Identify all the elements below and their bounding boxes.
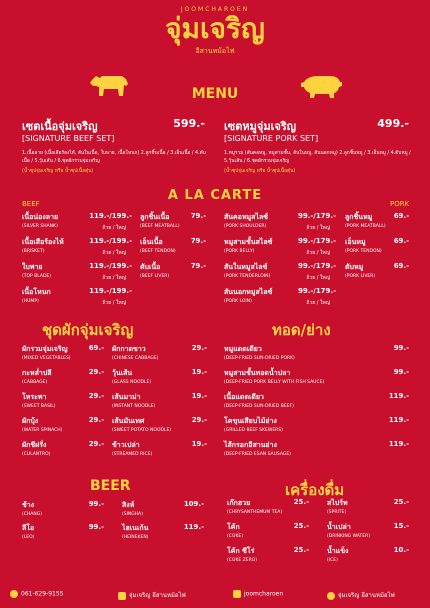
- item-name-th: ผักบุ้ง: [22, 417, 39, 425]
- menu-item-row: [22, 344, 104, 366]
- item-price: 99.-: [393, 368, 409, 376]
- item-price: 119.-: [183, 523, 204, 531]
- item-name-en: (LEO): [22, 535, 35, 540]
- item-name-en: (BEEF TENDON): [140, 249, 176, 254]
- item-name-th: ลูกชิ้นหมู: [345, 213, 373, 221]
- item-price: 119.-/199.-: [89, 237, 132, 245]
- item-name-th: น้ำเปล่า: [327, 523, 351, 531]
- menu-item-row: [22, 212, 132, 234]
- menu-item-row: [224, 262, 336, 284]
- pork-set-price: 499.-: [377, 117, 409, 130]
- menu-item-row: [227, 546, 309, 568]
- menu-item-row: [227, 498, 309, 520]
- beef-set-note: (น้ำซุปจุ่มเจริญ หรือ น้ำซุปเนื้อตุ๋น): [22, 169, 94, 174]
- alacarte-title: A LA CARTE: [167, 188, 263, 203]
- menu-item-row: [224, 287, 336, 309]
- beef-set-items: 1.เนื้อลาย (เนื้อเสือร้องไห้, สันในเนื้อ, ใบพาย, เนื้อโหนก) 2.ลูกชิ้นเนื้อ / 3.เอ็นเนื้อ / 4.ตับเนื้อ / 5.วุ้นเส้น / 6.ชุดผักรวมจุ่มเจริญ: [22, 151, 206, 164]
- menu-item-row: [112, 440, 207, 462]
- item-name-en: (DEEP-FRIED SUN-DRIED PORK): [224, 356, 295, 361]
- menu-item-row: [112, 368, 207, 390]
- pork-set-note: (น้ำซุปจุ่มเจริญ หรือ น้ำซุปเนื้อตุ๋น): [224, 169, 296, 174]
- pork-set-items: 1.หมูรวม (สันคอหมู, หมูสามชั้น, สันในหมู, สันนอกหมู) 2.ลูกชิ้นหมู / 3.เอ็นหมู / 4.ตับหมู / 5.วุ้นเส้น / 6.ชุดผักรวมจุ่มเจริญ: [224, 151, 411, 164]
- item-name-th: ผักชีฝรั่ง: [22, 441, 47, 449]
- item-name-th: เอ็นเนื้อ: [140, 238, 163, 246]
- item-price: 79.-: [190, 237, 206, 245]
- item-price: 99.-/179.-: [297, 237, 336, 245]
- item-price: 119.-: [388, 416, 409, 424]
- menu-item-row: [140, 237, 206, 259]
- item-price: 69.-: [393, 237, 409, 245]
- item-price: 29.-: [88, 416, 104, 424]
- item-price: 99.-: [88, 523, 104, 531]
- item-name-en: (COKE): [227, 534, 243, 539]
- item-price: 29.-: [191, 344, 207, 352]
- pork-set-name: เซตหมูจุ่มเจริญ: [224, 120, 297, 133]
- item-price: 99.-: [393, 344, 409, 352]
- item-name-th: ใบพาย: [22, 263, 43, 271]
- item-price: 119.-/199.-: [89, 287, 132, 295]
- beef-set-name: เซตเนื้อจุ่มเจริญ: [22, 120, 98, 133]
- item-name-th: ข้าวเปล่า: [112, 441, 140, 449]
- item-name-th: โคขุนเสียบไม้ย่าง: [224, 417, 277, 425]
- facebook-icon: [118, 592, 126, 600]
- item-name-th: หมูแดดเดียว: [224, 345, 262, 353]
- item-name-th: สไปร์ท: [327, 499, 348, 507]
- item-name-th: หมูสามชั้นสไลซ์: [224, 238, 273, 246]
- menu-item-row: [224, 368, 409, 390]
- beef-set-price: 599.-: [173, 117, 205, 130]
- item-name-th: เนื้อแดดเดียว: [224, 393, 264, 401]
- item-name-en: (COKE ZERO): [227, 558, 258, 563]
- item-size-label: ถ้วย / ใหญ่: [306, 225, 330, 231]
- menu-item-row: [22, 287, 132, 309]
- menu-item-row: [227, 522, 309, 544]
- drinks-section-title: เครื่องดื่ม: [285, 481, 345, 499]
- item-name-th: เนื้อเสือร้องไห้: [22, 238, 64, 246]
- brand-subtitle: อีสานหม้อไฟ: [195, 47, 235, 55]
- item-name-th: ตับเนื้อ: [140, 263, 161, 271]
- item-name-en: (SPRITE): [327, 510, 347, 515]
- item-name-th: สันนอกหมูสไลซ์: [224, 288, 273, 296]
- item-name-th: ลูกชิ้นเนื้อ: [140, 213, 170, 221]
- menu-item-row: [327, 498, 409, 520]
- item-name-th: เนื้อน่องลาย: [22, 213, 59, 221]
- item-name-en: (PORK MEATBALL): [345, 224, 386, 229]
- item-name-th: เอ็นหมู: [345, 238, 366, 246]
- veg-section-title: ชุดผักจุ่มเจริญ: [42, 321, 134, 339]
- pork-set-en: [SIGNATURE PORK SET]: [224, 134, 319, 143]
- item-price: 19.-: [191, 440, 207, 448]
- item-name-en: (CHANG): [22, 512, 42, 517]
- item-name-en: (GLASS NOODLE): [112, 380, 152, 385]
- item-price: 19.-: [191, 368, 207, 376]
- item-price: 25.-: [293, 546, 309, 554]
- item-price: 29.-: [88, 440, 104, 448]
- menu-item-row: [345, 262, 409, 284]
- item-name-en: (DEEP-FRIED ESAN SAUSAGE): [224, 452, 291, 457]
- item-price: 119.-/199.-: [89, 212, 132, 220]
- item-size-label: ถ้วย / ใหญ่: [306, 275, 330, 281]
- beer-section-title: BEER: [90, 478, 131, 494]
- footer-instagram[interactable]: joomcharoen: [233, 590, 283, 598]
- menu-item-row: [112, 392, 207, 414]
- menu-item-row: [22, 440, 104, 462]
- item-name-en: (SINGHA): [122, 512, 144, 517]
- item-name-en: (BRISKET): [22, 249, 45, 254]
- item-price: 79.-: [190, 212, 206, 220]
- item-price: 69.-: [393, 212, 409, 220]
- item-price: 29.-: [88, 392, 104, 400]
- menu-item-row: [224, 344, 409, 366]
- item-name-th: โหระพา: [22, 393, 47, 401]
- item-price: 25.-: [393, 498, 409, 506]
- menu-item-row: [22, 392, 104, 414]
- item-price: 109.-: [183, 500, 204, 508]
- item-name-en: (BEEF MEATBALL): [140, 224, 180, 229]
- item-price: 119.-: [388, 440, 409, 448]
- item-name-en: (DEEP-FRIED PORK BELLY WITH FISH SAUCE): [224, 380, 325, 385]
- item-name-en: (PORK TENDERLOIN): [224, 274, 271, 279]
- item-price: 29.-: [88, 368, 104, 376]
- item-name-en: (MIXED VEGETABLES): [22, 356, 71, 361]
- item-name-en: (TOP BLADE): [22, 274, 52, 279]
- item-price: 25.-: [293, 522, 309, 530]
- item-name-en: (CABBAGE): [22, 380, 48, 385]
- item-name-en: (CULANTRO): [22, 452, 51, 457]
- item-name-en: (SWEET BASIL): [22, 404, 56, 409]
- item-name-th: ตับหมู: [345, 263, 364, 271]
- menu-item-row: [122, 500, 204, 522]
- item-name-th: สิงห์: [122, 501, 135, 509]
- item-price: 25.-: [293, 498, 309, 506]
- menu-title: MENU: [191, 86, 239, 102]
- menu-item-row: [22, 368, 104, 390]
- item-name-th: เส้นมาม่า: [112, 393, 141, 401]
- menu-item-row: [122, 523, 204, 545]
- phone-icon: [10, 590, 18, 598]
- item-name-en: (DEEP-FRIED SUN-DRIED BEEF): [224, 404, 294, 409]
- item-price: 119.-/199.-: [89, 262, 132, 270]
- item-name-en: (PORK SHOULDER): [224, 224, 267, 229]
- item-name-en: (HEINEKEN): [122, 535, 149, 540]
- item-name-th: เก๊กฮวย: [227, 499, 251, 507]
- item-name-en: (PORK LIVER): [345, 274, 376, 279]
- item-name-en: (DRINKING WATER): [327, 534, 371, 539]
- item-name-en: (ICE): [327, 558, 338, 563]
- footer-phone[interactable]: 061-629-9155: [10, 590, 64, 598]
- item-price: 99.-: [88, 500, 104, 508]
- item-price: 29.-: [191, 416, 207, 424]
- menu-item-row: [345, 237, 409, 259]
- item-price: 99.-/179.-: [297, 262, 336, 270]
- item-name-en: (WATER SPINACH): [22, 428, 63, 433]
- menu-item-row: [112, 344, 207, 366]
- item-name-en: (SILVER SHANK): [22, 224, 58, 229]
- item-name-th: สันคอหมูสไลซ์: [224, 213, 269, 221]
- item-name-th: วุ้นเส้น: [112, 369, 133, 377]
- item-price: 99.-/179.-: [297, 287, 336, 295]
- item-price: 19.-: [191, 392, 207, 400]
- beef-label: BEEF: [22, 200, 40, 208]
- footer-location[interactable]: จุ่มเจริญ อีสานหม้อไฟ: [327, 590, 395, 600]
- item-name-en: (BEEF LIVER): [140, 274, 170, 279]
- menu-item-row: [22, 262, 132, 284]
- item-name-th: โค้ก: [227, 523, 240, 531]
- footer-facebook[interactable]: จุ่มเจริญ อีสานหม้อไฟ: [118, 590, 186, 600]
- item-name-en: (SWEET POTATO NOODLE): [112, 428, 172, 433]
- item-name-en: (PORK LOIN): [224, 299, 252, 304]
- fried-section-title: ทอด/ย่าง: [272, 321, 331, 339]
- item-price: 119.-: [388, 392, 409, 400]
- menu-item-row: [22, 523, 104, 545]
- menu-item-row: [345, 212, 409, 234]
- item-size-label: ถ้วย / ใหญ่: [102, 250, 126, 256]
- item-size-label: ถ้วย / ใหญ่: [306, 300, 330, 306]
- item-price: 10.-: [393, 546, 409, 554]
- item-name-th: เนื้อโหนก: [22, 288, 51, 296]
- item-name-en: (HUMP): [22, 299, 39, 304]
- item-name-th: ผักกาดขาว: [112, 345, 146, 353]
- pork-label: PORK: [390, 200, 410, 208]
- item-name-th: โค้ก ซีโร่: [227, 547, 255, 555]
- item-name-th: ผักรวมจุ่มเจริญ: [22, 345, 68, 353]
- item-name-en: (CHINESE CABBAGE): [112, 356, 159, 361]
- menu-item-row: [22, 500, 104, 522]
- menu-item-row: [22, 416, 104, 438]
- item-size-label: ถ้วย / ใหญ่: [102, 300, 126, 306]
- item-name-en: (CHRYSANTHEMUM TEA): [227, 510, 283, 515]
- item-name-th: ไส้กรอกอีสานย่าง: [224, 441, 277, 449]
- item-name-th: น้ำแข็ง: [327, 547, 349, 555]
- item-name-th: ไฮเนเก้น: [122, 524, 149, 532]
- menu-item-row: [224, 440, 409, 462]
- item-price: 69.-: [393, 262, 409, 270]
- item-name-th: เส้นมันเทศ: [112, 417, 145, 425]
- item-name-en: (PORK TENDON): [345, 249, 382, 254]
- brand-tagline: JOOMCHAROEN: [180, 6, 250, 13]
- menu-item-row: [224, 416, 409, 438]
- item-price: 15.-: [393, 522, 409, 530]
- menu-item-row: [22, 237, 132, 259]
- item-name-en: (GRILLED BEEF SKEWERS): [224, 428, 283, 433]
- item-name-th: ช้าง: [22, 501, 35, 509]
- item-name-en: (INSTANT NOODLE): [112, 404, 156, 409]
- item-price: 99.-/179.-: [297, 212, 336, 220]
- item-size-label: ถ้วย / ใหญ่: [102, 225, 126, 231]
- menu-item-row: [140, 262, 206, 284]
- menu-item-row: [224, 237, 336, 259]
- menu-item-row: [112, 416, 207, 438]
- location-pin-icon: [327, 592, 335, 600]
- menu-item-row: [224, 212, 336, 234]
- item-name-th: หมูสามชั้นทอดน้ำปลา: [224, 369, 291, 377]
- brand-logo-text: จุ่มเจริญ: [165, 12, 265, 45]
- item-name-en: (PORK BELLY): [224, 249, 255, 254]
- item-name-th: สันในหมูสไลซ์: [224, 263, 268, 271]
- item-size-label: ถ้วย / ใหญ่: [306, 250, 330, 256]
- item-name-th: กะหล่ำปลี: [22, 369, 52, 377]
- item-size-label: ถ้วย / ใหญ่: [102, 275, 126, 281]
- menu-item-row: [140, 212, 206, 234]
- beef-set-en: [SIGNATURE BEEF SET]: [22, 134, 115, 143]
- menu-item-row: [327, 546, 409, 568]
- item-name-th: ลีโอ: [22, 524, 35, 532]
- item-price: 79.-: [190, 262, 206, 270]
- menu-item-row: [224, 392, 409, 414]
- item-price: 69.-: [88, 344, 104, 352]
- menu-item-row: [327, 522, 409, 544]
- instagram-icon: [233, 590, 241, 598]
- item-name-en: (STREAMED RICE): [112, 452, 153, 457]
